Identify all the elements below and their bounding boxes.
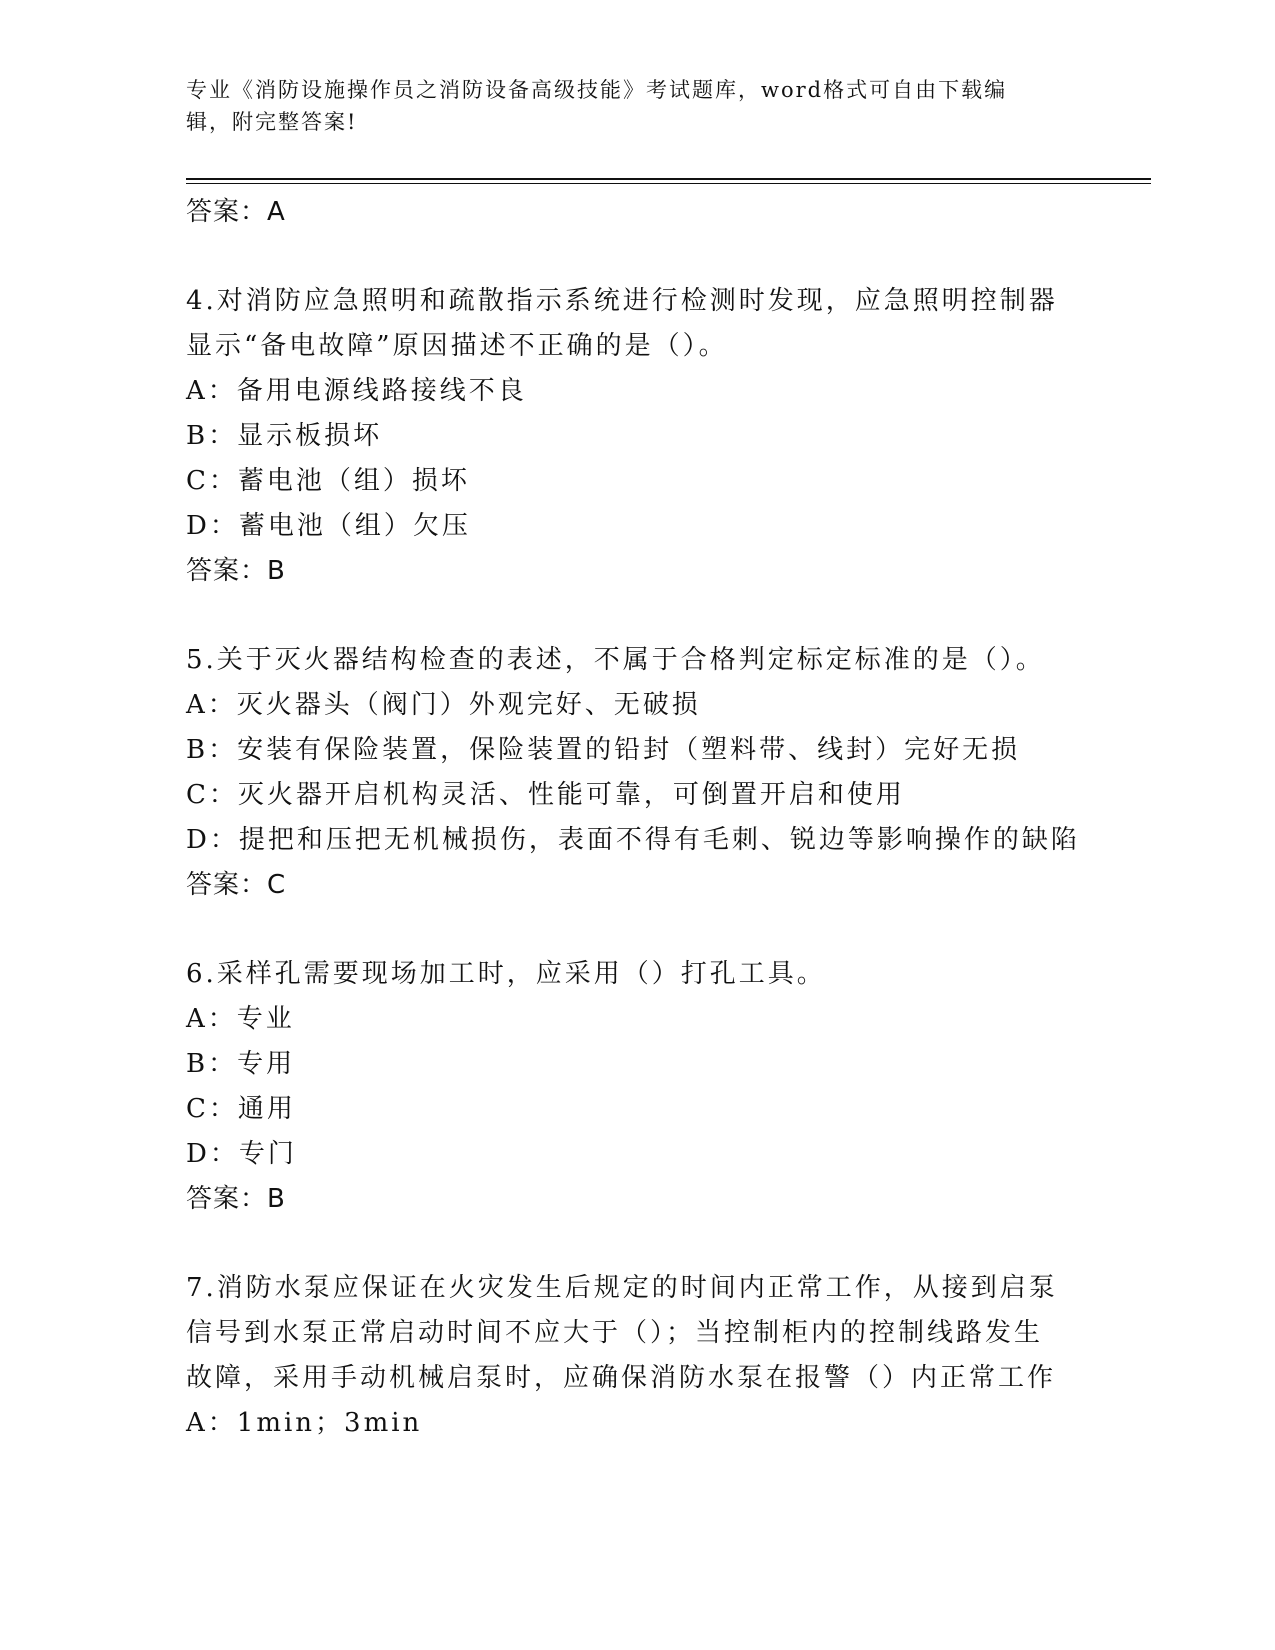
question-text: 6.采样孔需要现场加工时，应采用（）打孔工具。 xyxy=(186,959,826,989)
option-a: A：备用电源线路接线不良 xyxy=(186,376,527,406)
answer-line: 答案：B xyxy=(186,556,286,586)
document-header xyxy=(186,74,1066,138)
answer-line: 答案：A xyxy=(186,197,286,227)
option-a: A：1min；3min xyxy=(186,1408,423,1438)
option-c: C：蓄电池（组）损坏 xyxy=(186,466,470,496)
question-block xyxy=(186,952,1086,1222)
option-d: D：蓄电池（组）欠压 xyxy=(186,511,471,541)
header-divider-thick xyxy=(186,178,1151,180)
option-c: C：灭火器开启机构灵活、性能可靠，可倒置开启和使用 xyxy=(186,780,905,810)
header-line-2: 辑，附完整答案! xyxy=(186,110,358,134)
question-text: 7.消防水泵应保证在火灾发生后规定的时间内正常工作，从接到启泵 xyxy=(186,1273,1058,1303)
option-b: B：专用 xyxy=(186,1049,296,1079)
option-d: D：专门 xyxy=(186,1139,297,1169)
header-line-1: 专业《消防设施操作员之消防设备高级技能》考试题库，word格式可自由下载编 xyxy=(186,78,1008,102)
question-text: 显示“备电故障”原因描述不正确的是（）。 xyxy=(186,331,728,361)
question-block xyxy=(186,1266,1086,1446)
option-b: B：安装有保险装置，保险装置的铅封（塑料带、线封）完好无损 xyxy=(186,735,1021,765)
option-c: C：通用 xyxy=(186,1094,296,1124)
answer-line: 答案：B xyxy=(186,1184,286,1214)
option-a: A：灭火器头（阀门）外观完好、无破损 xyxy=(186,690,701,720)
question-text: 5.关于灭火器结构检查的表述，不属于合格判定标定标准的是（）。 xyxy=(186,645,1045,675)
question-block xyxy=(186,279,1086,594)
answer-line: 答案：C xyxy=(186,870,287,900)
question-text: 故障，采用手动机械启泵时，应确保消防水泵在报警（）内正常工作 xyxy=(186,1363,1057,1393)
option-d: D：提把和压把无机械损伤，表面不得有毛刺、锐边等影响操作的缺陷 xyxy=(186,825,1080,855)
question-text: 4.对消防应急照明和疏散指示系统进行检测时发现，应急照明控制器 xyxy=(186,286,1058,316)
question-block xyxy=(186,638,1086,908)
option-b: B：显示板损坏 xyxy=(186,421,383,451)
question-list xyxy=(186,190,1086,1446)
option-a: A：专业 xyxy=(186,1004,295,1034)
question-text: 信号到水泵正常启动时间不应大于（）；当控制柜内的控制线路发生 xyxy=(186,1318,1044,1348)
header-divider-thin xyxy=(186,183,1151,184)
